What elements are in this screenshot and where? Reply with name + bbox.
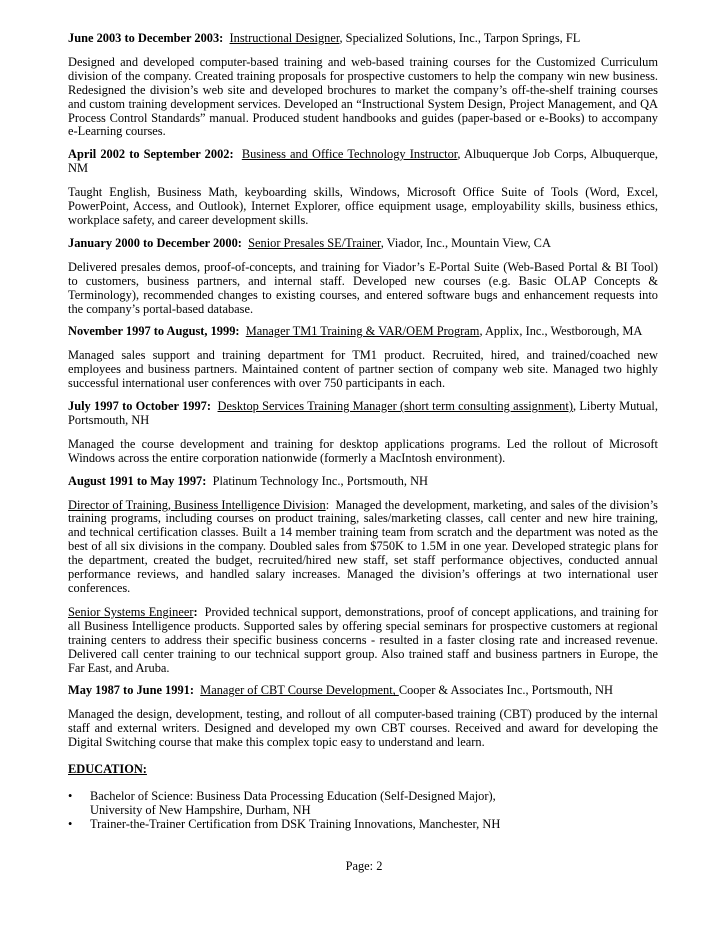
bullet-icon: • (68, 788, 73, 803)
job-employer: , Albuquerque Job Corps, Albuquerque, NM (68, 147, 658, 176)
role-description (68, 606, 658, 676)
job-description: Managed the design, development, testing, and rollout of all computer-based training (CBT) produced by the internal staff and external writers. Designed and developed my own CBT courses. Received and award for developing the Digital Switching course that make this complex topic easy to understand and learn. (68, 707, 658, 750)
education-list (68, 790, 658, 832)
job-employer: Platinum Technology Inc., Portsmouth, NH (212, 473, 428, 488)
job-description: Delivered presales demos, proof-of-concepts, and training for Viador’s E-Portal Suite (Web-Based Portal & BI Tool) to customers, business partners, and internal staff. Developed new courses (e.g. Basic OLAP Concepts & Terminology), recommended changes to existing courses, and entered software bugs and enhancement requests into the company’s portal-based database. (68, 259, 658, 316)
job-title: Manager of CBT Course Development, (200, 683, 399, 698)
job-description: Designed and developed computer-based training and web-based training courses for the Customized Curriculum division of the company. Created training proposals for prospective customers to help the company win new business. Redesigned the division’s web site and developed brochures to market the company’s off-the-shelf training courses and custom training development services. Developed an “Instructional System Design, Project Management, and QA Process Control Standards” manual. Produced student handbooks and guides (paper-based or e-Books) to accompany e-Learning courses. (68, 54, 658, 139)
job-title: Senior Presales SE/Trainer (248, 235, 381, 250)
resume-page (68, 0, 658, 832)
job-title: Manager TM1 Training & VAR/OEM Program (245, 324, 480, 339)
job-employer: , Applix, Inc., Westborough, MA (479, 324, 643, 339)
job-dates: January 2000 to December 2000: (68, 235, 242, 250)
job-header (68, 148, 658, 176)
job-description: Taught English, Business Math, keyboarding skills, Windows, Microsoft Office Suite of Tools (Word, Excel, PowerPoint, Access, and Outlook), Internet Explorer, office equipment usage, employability skills, business ethics, workplace safety, and career development skills. (68, 185, 658, 227)
job-dates: June 2003 to December 2003: (68, 31, 224, 45)
job-header (68, 400, 658, 428)
job-title: Desktop Services Training Manager (short term consulting assignment) (217, 399, 573, 414)
bullet-icon: • (68, 816, 73, 831)
job-description: Managed the course development and training for desktop applications programs. Led the rollout of Microsoft Windows across the entire corporation nationwide (formerly a MacIntosh environment). (68, 436, 658, 465)
role-title: Senior Systems Engineer (68, 604, 194, 619)
job-dates: May 1987 to June 1991: (68, 683, 194, 698)
job-header (68, 237, 658, 251)
job-header (68, 475, 658, 489)
education-heading: EDUCATION: (68, 762, 147, 777)
job-title: Instructional Designer (229, 31, 340, 45)
education-line: University of New Hampshire, Durham, NH (90, 802, 311, 817)
education-item (68, 818, 658, 832)
job-dates: April 2002 to September 2002: (68, 147, 234, 162)
job-employer: , Viador, Inc., Mountain View, CA (380, 235, 551, 250)
job-dates: July 1997 to October 1997: (68, 399, 211, 414)
page-number: Page: 2 (345, 859, 383, 873)
role-body: Managed the development, marketing, and sales of the division’s training programs, including courses on product training, sales/marketing classes, call center and new hire training, and technical certification classes. Built a 14 member training team from scratch and the department was noted as the best of all six divisions in the company. Doubled sales from $750K to 1.5M in one year. Developed strategic plans for the department, created the budget, recruited/hired new staff, set staff performance objectives, conducted annual performance reviews, and handled salary increases. Managed the division’s offerings at two international user conferences. (68, 497, 658, 595)
education-item (68, 790, 658, 818)
job-dates: August 1991 to May 1997: (68, 473, 207, 488)
job-employer: , Liberty Mutual, Portsmouth, NH (68, 399, 658, 427)
job-header (68, 32, 658, 46)
job-description: Managed sales support and training department for TM1 product. Recruited, hired, and trained/coached new employees and business partners. Maintained content of partner section of company web site. Managed two highly successful international user conferences with over 750 participants in each. (68, 348, 658, 391)
job-header (68, 325, 658, 339)
role-description (68, 499, 658, 596)
job-employer: , Specialized Solutions, Inc., Tarpon Springs, FL (339, 31, 581, 45)
role-separator: : (325, 497, 330, 512)
job-dates: November 1997 to August, 1999: (68, 324, 240, 339)
job-header (68, 684, 658, 698)
education-line: Trainer-the-Trainer Certification from DSK Training Innovations, Manchester, NH (90, 816, 501, 831)
role-title: Director of Training, Business Intelligence Division (68, 497, 326, 512)
role-separator: : (193, 604, 198, 619)
job-title: Business and Office Technology Instructor (241, 147, 458, 162)
job-employer: Cooper & Associates Inc., Portsmouth, NH (398, 683, 613, 698)
role-body: Provided technical support, demonstrations, proof of concept applications, and training for all Business Intelligence products. Supported sales by offering special seminars for prospective customers at regional training centers to address their specific business concerns - resulted in a faster closing rate and increased revenue. Delivered call center training to our technical support group. Also trained staff and business partners in Europe, the Far East, and Aruba. (68, 604, 659, 675)
education-line: Bachelor of Science: Business Data Processing Education (Self-Designed Major), (90, 788, 496, 803)
